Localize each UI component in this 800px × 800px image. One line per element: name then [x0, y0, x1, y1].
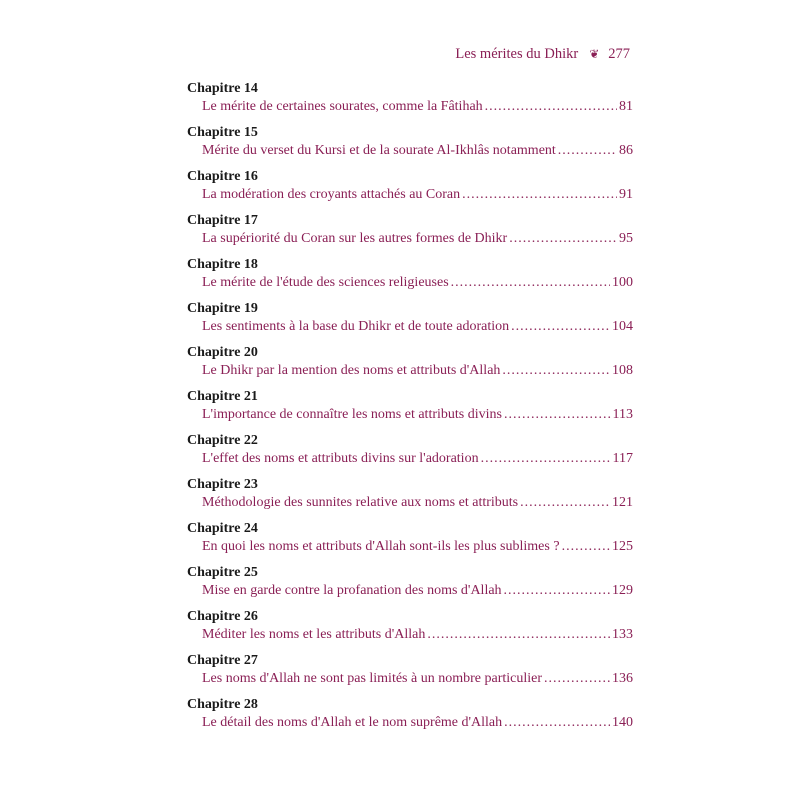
toc-entry [187, 520, 633, 556]
dot-leader [509, 230, 617, 248]
chapter-title: Mise en garde contre la profanation des noms d'Allah [202, 583, 502, 598]
chapter-label: Chapitre 17 [187, 213, 258, 228]
toc-line[interactable] [187, 274, 633, 292]
toc-entry [187, 124, 633, 160]
chapter-page-number: 100 [612, 275, 633, 290]
chapter-label: Chapitre 19 [187, 301, 258, 316]
chapter-page-number: 129 [612, 583, 633, 598]
toc-entry [187, 388, 633, 424]
chapter-page-number: 86 [619, 143, 633, 158]
dot-leader [520, 494, 610, 512]
fleuron-ornament-icon: ❦ [589, 47, 600, 61]
toc-line[interactable] [187, 406, 633, 424]
toc-entry [187, 212, 633, 248]
chapter-page-number: 133 [612, 627, 633, 642]
chapter-page-number: 136 [612, 671, 633, 686]
chapter-page-number: 113 [612, 407, 633, 422]
chapter-title: La supériorité du Coran sur les autres formes de Dhikr [202, 231, 508, 246]
running-header [455, 46, 630, 63]
chapter-page-number: 95 [619, 231, 633, 246]
chapter-title: Le mérite de certaines sourates, comme la Fâtihah [202, 99, 483, 114]
toc-line[interactable] [187, 538, 633, 556]
toc-line[interactable] [187, 582, 633, 600]
chapter-label: Chapitre 22 [187, 433, 258, 448]
toc-entry [187, 80, 633, 116]
dot-leader [451, 274, 610, 292]
toc-line[interactable] [187, 230, 633, 248]
chapter-title: La modération des croyants attachés au Coran [202, 187, 461, 202]
chapter-page-number: 91 [619, 187, 633, 202]
chapter-title: Le Dhikr par la mention des noms et attributs d'Allah [202, 363, 501, 378]
chapter-title: Le détail des noms d'Allah et le nom suprême d'Allah [202, 715, 503, 730]
chapter-title: Mérite du verset du Kursi et de la sourate Al-Ikhlâs notamment [202, 143, 556, 158]
toc-entry [187, 300, 633, 336]
dot-leader [427, 626, 610, 644]
dot-leader [562, 538, 610, 556]
dot-leader [504, 406, 611, 424]
chapter-title: L'importance de connaître les noms et attributs divins [202, 407, 502, 422]
toc-entry [187, 652, 633, 688]
dot-leader [502, 362, 610, 380]
chapter-label: Chapitre 18 [187, 257, 258, 272]
chapter-label: Chapitre 20 [187, 345, 258, 360]
toc-line[interactable] [187, 670, 633, 688]
toc-entry [187, 608, 633, 644]
chapter-title: Méditer les noms et les attributs d'Allah [202, 627, 426, 642]
chapter-label: Chapitre 21 [187, 389, 258, 404]
chapter-page-number: 140 [612, 715, 633, 730]
chapter-page-number: 81 [619, 99, 633, 114]
chapter-label: Chapitre 24 [187, 521, 258, 536]
toc-entry [187, 344, 633, 380]
chapter-label: Chapitre 23 [187, 477, 258, 492]
dot-leader [504, 714, 610, 732]
chapter-title: Les sentiments à la base du Dhikr et de toute adoration [202, 319, 510, 334]
chapter-label: Chapitre 25 [187, 565, 258, 580]
dot-leader [481, 450, 611, 468]
dot-leader [462, 186, 617, 204]
chapter-label: Chapitre 14 [187, 81, 258, 96]
table-of-contents [187, 80, 633, 740]
chapter-title: Le mérite de l'étude des sciences religieuses [202, 275, 449, 290]
chapter-title: Les noms d'Allah ne sont pas limités à un nombre particulier [202, 671, 543, 686]
toc-entry [187, 564, 633, 600]
chapter-page-number: 121 [612, 495, 633, 510]
dot-leader [544, 670, 610, 688]
chapter-label: Chapitre 15 [187, 125, 258, 140]
toc-line[interactable] [187, 318, 633, 336]
page-number: 277 [608, 46, 630, 62]
dot-leader [511, 318, 610, 336]
running-title: Les mérites du Dhikr [455, 46, 579, 62]
dot-leader [485, 98, 617, 116]
chapter-page-number: 104 [612, 319, 633, 334]
chapter-title: L'effet des noms et attributs divins sur l'adoration [202, 451, 479, 466]
toc-line[interactable] [187, 494, 633, 512]
toc-entry [187, 432, 633, 468]
chapter-page-number: 108 [612, 363, 633, 378]
chapter-page-number: 117 [612, 451, 633, 466]
chapter-label: Chapitre 27 [187, 653, 258, 668]
toc-line[interactable] [187, 186, 633, 204]
toc-entry [187, 256, 633, 292]
chapter-page-number: 125 [612, 539, 633, 554]
dot-leader [504, 582, 610, 600]
toc-line[interactable] [187, 98, 633, 116]
chapter-label: Chapitre 26 [187, 609, 258, 624]
toc-entry [187, 476, 633, 512]
chapter-label: Chapitre 28 [187, 697, 258, 712]
dot-leader [558, 142, 617, 160]
chapter-label: Chapitre 16 [187, 169, 258, 184]
chapter-title: En quoi les noms et attributs d'Allah sont-ils les plus sublimes ? [202, 539, 560, 554]
toc-line[interactable] [187, 450, 633, 468]
toc-line[interactable] [187, 142, 633, 160]
chapter-title: Méthodologie des sunnites relative aux noms et attributs [202, 495, 519, 510]
toc-line[interactable] [187, 714, 633, 732]
toc-line[interactable] [187, 362, 633, 380]
toc-line[interactable] [187, 626, 633, 644]
toc-entry [187, 696, 633, 732]
toc-entry [187, 168, 633, 204]
